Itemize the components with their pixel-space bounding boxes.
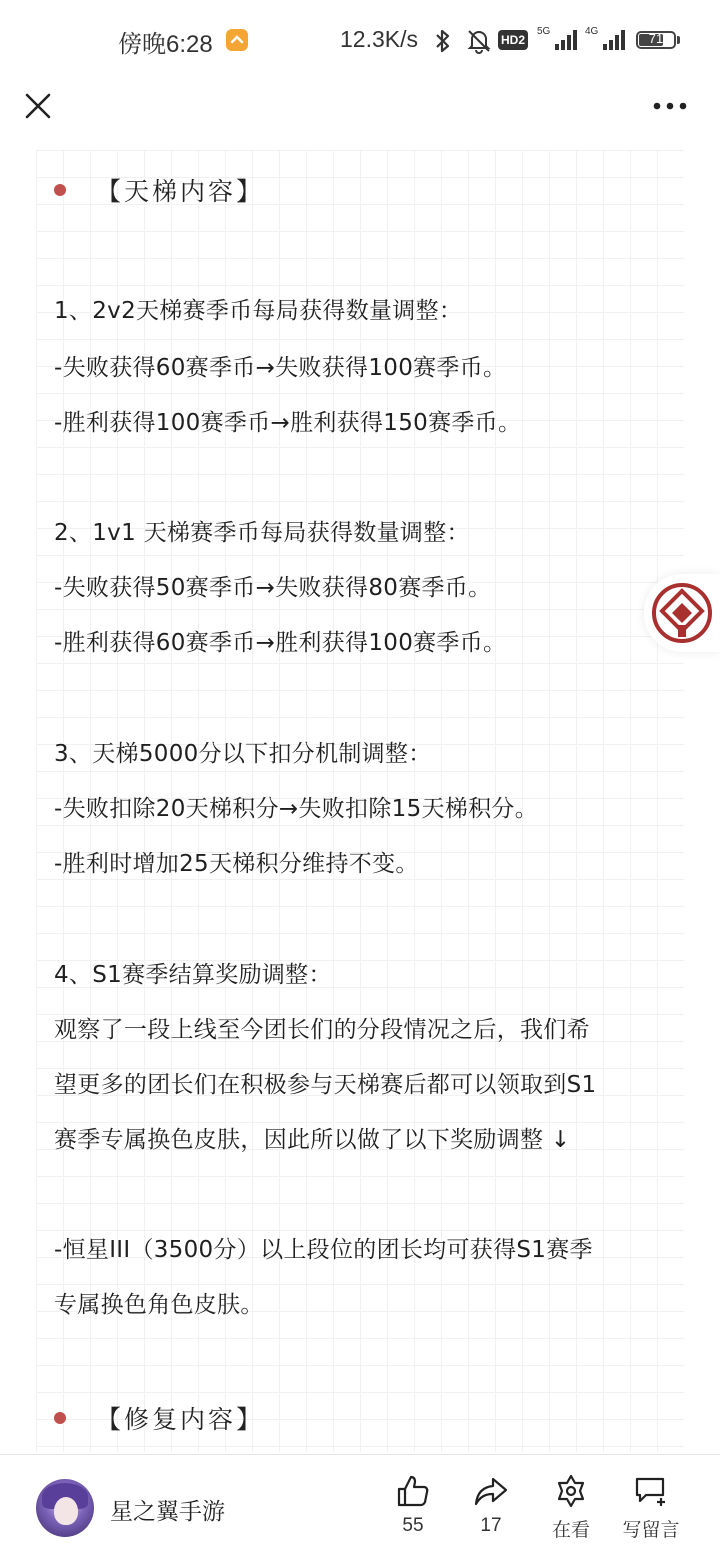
wow-button[interactable]: [536, 1473, 606, 1542]
status-bar: [0, 0, 720, 80]
bottom-action-bar: [0, 1454, 720, 1561]
share-count: 17: [480, 1515, 502, 1536]
article-line: -胜利获得60赛季币→胜利获得100赛季币。: [54, 630, 507, 656]
status-time: 傍晚6:28: [118, 31, 213, 58]
article-line: -失败获得50赛季币→失败获得80赛季币。: [54, 575, 492, 601]
article-content: [36, 150, 684, 1452]
article-line: 观察了一段上线至今团长们的分段情况之后，我们希: [54, 1017, 590, 1043]
article-line: -胜利时增加25天梯积分维持不变。: [54, 851, 419, 877]
more-icon: [653, 102, 687, 110]
article-line: 2、1v1 天梯赛季币每局获得数量调整：: [54, 520, 470, 546]
close-button[interactable]: [18, 86, 58, 126]
battery-icon: [636, 31, 676, 49]
article-line: -失败扣除20天梯积分→失败扣除15天梯积分。: [54, 796, 539, 822]
like-count: 55: [402, 1515, 424, 1536]
mute-bell-icon: [466, 28, 492, 58]
app-notification-icon: [226, 29, 248, 51]
game-logo-icon: [650, 581, 714, 645]
comment-button[interactable]: [616, 1473, 686, 1542]
article-line: -胜利获得100赛季币→胜利获得150赛季币。: [54, 410, 522, 436]
section-heading-text: 【天梯内容】: [96, 177, 265, 206]
wow-flower-icon: [553, 1473, 589, 1509]
article-line: 望更多的团长们在积极参与天梯赛后都可以领取到S1: [54, 1072, 597, 1098]
article-line: -恒星III（3500分）以上段位的团长均可获得S1赛季: [54, 1237, 593, 1263]
more-button[interactable]: [648, 86, 692, 126]
bullet-dot-icon: [54, 1412, 66, 1424]
write-comment-icon: [632, 1473, 670, 1509]
account-avatar[interactable]: [36, 1479, 94, 1537]
article-line: 3、天梯5000分以下扣分机制调整：: [54, 741, 432, 767]
account-name[interactable]: 星之翼手游: [110, 1499, 225, 1525]
share-arrow-icon: [473, 1473, 509, 1509]
floating-logo-button[interactable]: [644, 574, 720, 652]
network-type-2: 4G: [585, 26, 599, 37]
nav-bar: [0, 80, 720, 140]
signal-icon-2: [602, 28, 628, 56]
like-button[interactable]: [378, 1473, 448, 1537]
hd-voice-icon: HD2: [498, 30, 528, 50]
thumbs-up-icon: [395, 1473, 431, 1509]
battery-cap: [677, 36, 680, 44]
section-heading-text: 【修复内容】: [96, 1405, 265, 1434]
article-line: 4、S1赛季结算奖励调整：: [54, 962, 332, 988]
close-icon: [24, 92, 52, 120]
bullet-dot-icon: [54, 184, 66, 196]
article-line: -失败获得60赛季币→失败获得100赛季币。: [54, 355, 507, 381]
wow-label: 在看: [551, 1520, 590, 1541]
section-heading: [54, 1400, 264, 1436]
article-line: 1、2v2天梯赛季币每局获得数量调整：: [54, 298, 463, 324]
article-line: 赛季专属换色皮肤，因此所以做了以下奖励调整 ↓: [54, 1127, 571, 1153]
section-heading: [54, 172, 264, 208]
bluetooth-icon: [432, 28, 454, 58]
network-type-1: 5G: [537, 26, 551, 37]
signal-icon: [554, 28, 580, 56]
battery-level: 71: [648, 31, 664, 46]
share-button[interactable]: [456, 1473, 526, 1537]
network-speed: 12.3K/s: [340, 26, 418, 52]
article-line: 专属换色角色皮肤。: [54, 1292, 264, 1318]
comment-label: 写留言: [622, 1520, 680, 1541]
